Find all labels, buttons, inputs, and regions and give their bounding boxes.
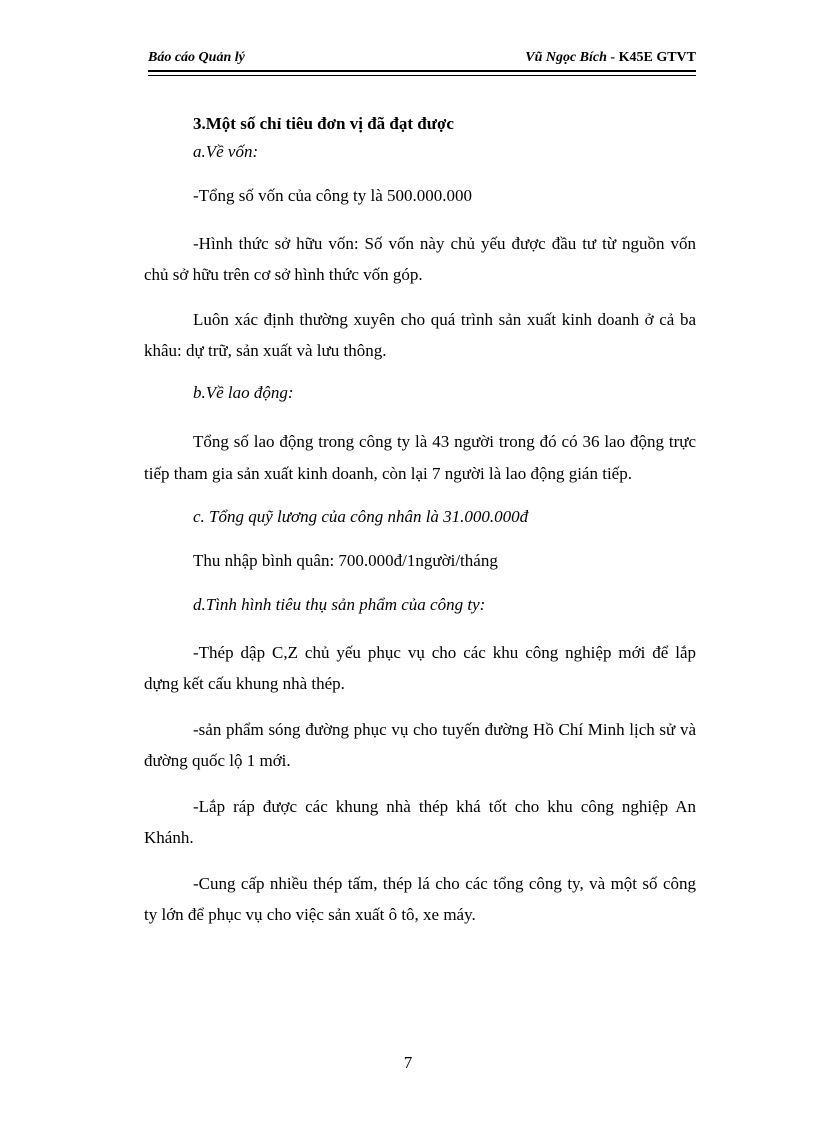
- capital-ownership: -Hình thức sở hữu vốn: Số vốn này chủ yếu được đầu tư từ nguồn vốn chủ sở hữu trên cơ sở hình thức vốn góp.: [144, 234, 696, 284]
- section-title: 3.Một số chỉ tiêu đơn vị đã đạt được: [193, 114, 454, 133]
- page-header: [148, 50, 696, 70]
- header-separator: -: [606, 50, 619, 65]
- header-author: Vũ Ngọc Bích: [525, 50, 607, 65]
- consumption-item: -Cung cấp nhiều thép tấm, thép lá cho các tổng công ty, và một số công ty lớn để phục vụ cho việc sản xuất ô tô, xe máy.: [144, 874, 696, 924]
- page-body: [144, 112, 696, 930]
- capital-heading: a.Về vốn:: [193, 142, 259, 161]
- consumption-list: [144, 637, 696, 930]
- consumption-item: -Thép dập C,Z chủ yếu phục vụ cho các khu công nghiệp mới để lắp dựng kết cấu khung nhà thép.: [144, 643, 696, 693]
- header-rule-thick: [148, 70, 696, 72]
- header-rule-thin: [148, 75, 696, 76]
- header-author-block: [525, 50, 696, 66]
- labor-text: Tổng số lao động trong công ty là 43 người trong đó có 36 lao động trực tiếp tham gia sản xuất kinh doanh, còn lại 7 người là lao động gián tiếp.: [144, 432, 696, 483]
- consumption-item: -sản phẩm sóng đường phục vụ cho tuyến đường Hồ Chí Minh lịch sử và đường quốc lộ 1 mới.: [144, 720, 696, 770]
- income-text: Thu nhập bình quân: 700.000đ/1người/tháng: [193, 551, 498, 570]
- capital-total: -Tổng số vốn của công ty là 500.000.000: [193, 186, 473, 205]
- capital-paragraphs: [144, 184, 696, 366]
- capital-determination: Luôn xác định thường xuyên cho quá trình sản xuất kinh doanh ở cả ba khâu: dự trữ, sản xuất và lưu thông.: [144, 310, 696, 360]
- labor-paragraphs: [144, 426, 696, 490]
- header-class-code: K45E GTVT: [618, 50, 696, 65]
- labor-heading: b.Về lao động:: [193, 383, 294, 402]
- header-report-title: Báo cáo Quản lý: [148, 50, 245, 65]
- consumption-item: -Lắp ráp được các khung nhà thép khá tốt cho khu công nghiệp An Khánh.: [144, 797, 696, 847]
- salary-heading: c. Tổng quỹ lương của công nhân là 31.000.000đ: [193, 507, 529, 526]
- page-number: 7: [403, 1053, 413, 1072]
- consumption-heading: d.Tình hình tiêu thụ sản phẩm của công ty:: [193, 595, 486, 614]
